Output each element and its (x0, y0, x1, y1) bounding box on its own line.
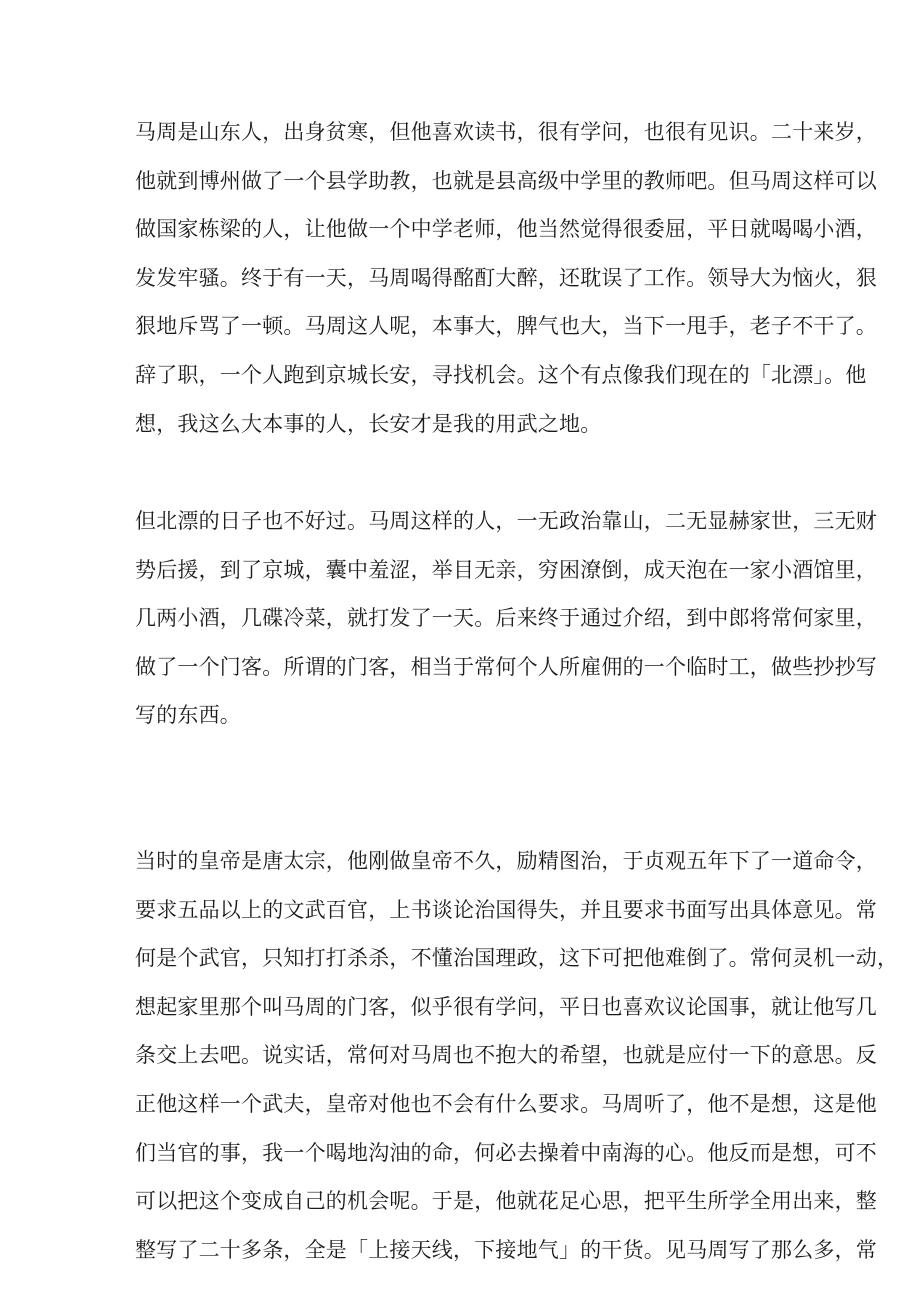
text-line: 辞了职，一个人跑到京城长安，寻找机会。这个有点像我们现在的「北漂」。他 (135, 362, 867, 387)
text-line: 做国家栋梁的人，让他做一个中学老师，他当然觉得很委屈，平日就喝喝小酒， (135, 217, 877, 242)
text-line: 想，我这么大本事的人，长安才是我的用武之地。 (135, 411, 602, 436)
text-line: 们当官的事，我一个喝地沟油的命，何必去操着中南海的心。他反而是想，可不 (135, 1140, 877, 1165)
text-line: 想起家里那个叫马周的门客，似乎很有学问，平日也喜欢议论国事，就让他写几 (135, 994, 877, 1019)
text-line: 做了一个门客。所谓的门客，相当于常何个人所雇佣的一个临时工，做些抄抄写 (135, 654, 877, 679)
text-line: 几两小酒，几碟冷菜，就打发了一天。后来终于通过介绍，到中郎将常何家里， (135, 606, 877, 631)
text-line: 他就到博州做了一个县学助教，也就是县高级中学里的教师吧。但马周这样可以 (135, 168, 877, 193)
text-line: 何是个武官，只知打打杀杀，不懂治国理政，这下可把他难倒了。常何灵机一动， (135, 946, 899, 971)
text-line: 正他这样一个武夫，皇帝对他也不会有什么要求。马周听了，他不是想，这是他 (135, 1091, 877, 1116)
text-line: 当时的皇帝是唐太宗，他刚做皇帝不久，励精图治，于贞观五年下了一道命令， (135, 849, 877, 873)
text-line: 条交上去吧。说实话，常何对马周也不抱大的希望，也就是应付一下的意思。反 (135, 1043, 877, 1068)
text-line: 发发牢骚。终于有一天，马周喝得酩酊大醉，还耽误了工作。领导大为恼火，狠 (135, 265, 877, 290)
paragraph-2 (135, 497, 877, 740)
text-line: 势后援，到了京城，囊中羞涩，举目无亲，穷困潦倒，成天泡在一家小酒馆里， (135, 557, 877, 582)
text-line: 狠地斥骂了一顿。马周这人呢，本事大，脾气也大，当下一甩手，老子不干了。 (135, 314, 877, 339)
text-line: 要求五品以上的文武百官，上书谈论治国得失，并且要求书面写出具体意见。常 (135, 897, 877, 922)
paragraph-3 (135, 837, 899, 1274)
text-line: 写的东西。 (135, 703, 241, 728)
text-line: 但北漂的日子也不好过。马周这样的人，一无政治靠山，二无显赫家世，三无财 (135, 509, 877, 533)
paragraph-1 (135, 108, 877, 448)
text-line: 马周是山东人，出身贫寒，但他喜欢读书，很有学问，也很有见识。二十来岁， (135, 120, 877, 144)
text-line: 可以把这个变成自己的机会呢。于是，他就花足心思，把平生所学全用出来，整 (135, 1189, 877, 1214)
text-line: 整写了二十多条，全是「上接天线，下接地气」的干货。见马周写了那么多，常 (135, 1237, 877, 1262)
